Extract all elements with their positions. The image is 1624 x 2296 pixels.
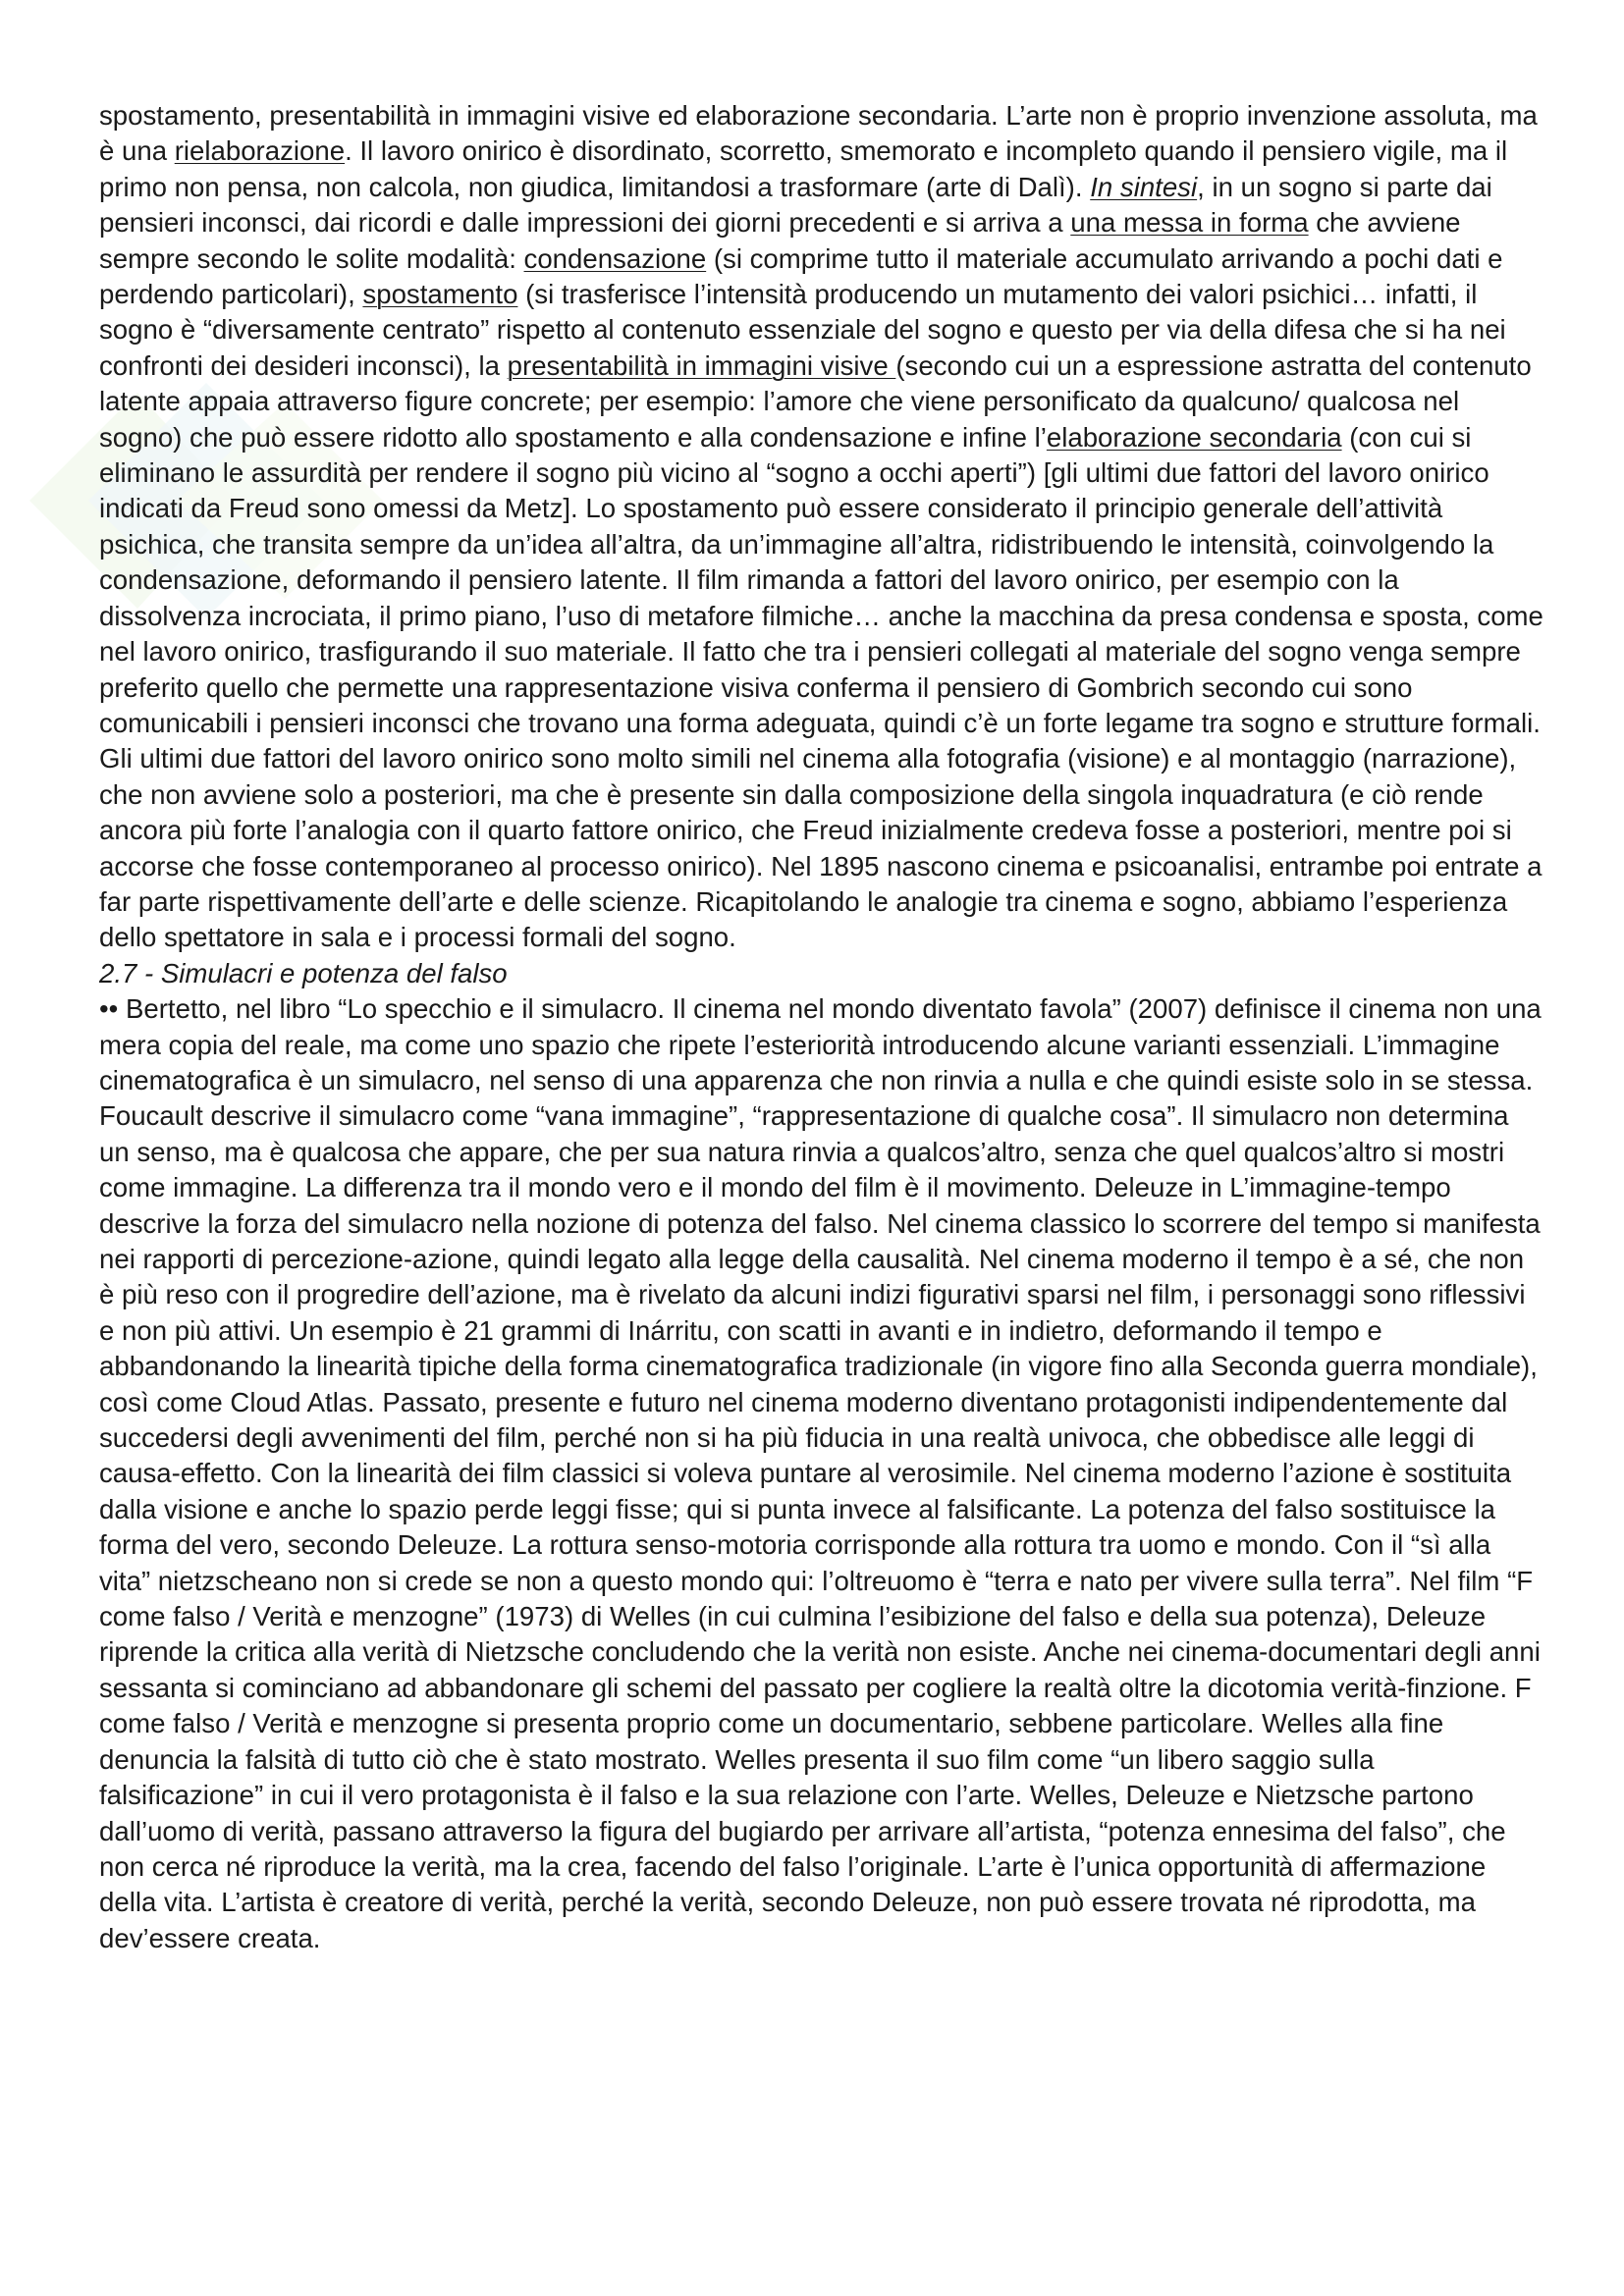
- underlined-term-spostamento: spostamento: [362, 279, 518, 310]
- document-body: [99, 98, 1544, 1956]
- text-run: (secondo cui un a espressione astratta del contenuto latente appaia attraverso figure concrete; per esempio: l’amore che viene personificato da qualcuno/ qualcosa nel sogno) che può essere ridotto allo spostamento e alla condensazione e infine l’: [99, 349, 1532, 453]
- underlined-term-presentabilita: presentabilità in immagini visive: [507, 349, 896, 381]
- emphasis-in-sintesi: In sintesi: [1090, 171, 1198, 202]
- text-run: . Il lavoro onirico è disordinato, scorretto, smemorato e incompleto quando il pensiero vigile, ma il primo non pensa, non calcola, non giudica, limitandosi a trasformare (arte di Dalì).: [99, 135, 1508, 202]
- text-run: , in un sogno si parte dai pensieri inconsci, dai ricordi e dalle impressioni dei giorni precedenti e si arriva a: [99, 171, 1492, 239]
- text-run: che avviene sempre secondo le solite modalità:: [99, 207, 1461, 274]
- underlined-term-elaborazione-secondaria: elaborazione secondaria: [1046, 421, 1342, 453]
- underlined-term-condensazione: condensazione: [523, 242, 707, 274]
- text-run: (con cui si eliminano le assurdità per rendere il sogno più vicino al “sogno a occhi aperti”) [gli ultimi due fattori del lavoro onirico indicati da Freud sono omessi da Metz]. Lo spostamento può essere considerato il principio generale dell’attività psichica, che transita sempre da un’idea all’altra, da un’immagine all’altra, ridistribuendo le intensità, coinvolgendo la condensazione, deformando il pensiero latente. Il film rimanda a fattori del lavoro onirico, per esempio con la dissolvenza incrociata, il primo piano, l’uso di metafore filmiche… anche la macchina da presa condensa e sposta, come nel lavoro onirico, trasfigurando il suo materiale. Il fatto che tra i pensieri collegati al materiale del sogno venga sempre preferito quello che permette una rappresentazione visiva conferma il pensiero di Gombrich secondo cui sono comunicabili i pensieri inconsci che trovano una forma adeguata, quindi c’è un forte legame tra sogno e strutture formali. Gli ultimi due fattori del lavoro onirico sono molto simili nel cinema alla fotografia (visione) e al montaggio (narrazione), che non avviene solo a posteriori, ma che è presente sin dalla composizione della singola inquadratura (e ciò rende ancora più forte l’analogia con il quarto fattore onirico, che Freud inizialmente credeva fosse a posteriori, mentre poi si accorse che fosse contemporaneo al processo onirico). Nel 1895 nascono cinema e psicoanalisi, entrambe poi entrate a far parte rispettivamente dell’arte e delle scienze. Ricapitolando le analogie tra cinema e sogno, abbiamo l’esperienza dello spettatore in sala e i processi formali del sogno.: [99, 421, 1543, 953]
- underlined-term-rielaborazione: rielaborazione: [174, 135, 346, 167]
- underlined-term-messa-in-forma: una messa in forma: [1070, 207, 1309, 239]
- text-run: spostamento, presentabilità in immagini visive ed elaborazione secondaria. L’arte non è proprio invenzione assoluta, ma è una: [99, 100, 1538, 167]
- paragraph-dream-work: [99, 98, 1544, 956]
- text-run: (si comprime tutto il materiale accumulato arrivando a pochi dati e perdendo particolari),: [99, 242, 1503, 310]
- text-run: (si trasferisce l’intensità producendo un mutamento dei valori psichici… infatti, il sogno è “diversamente centrato” rispetto al contenuto essenziale del sogno e questo per via della difesa che si ha nei confronti dei desideri inconsci), la: [99, 279, 1506, 381]
- paragraph-simulacri: •• Bertetto, nel libro “Lo specchio e il simulacro. Il cinema nel mondo diventato favola” (2007) definisce il cinema non una mera copia del reale, ma come uno spazio che ripete l’esteriorità introducendo alcune varianti essenziali. L’immagine cinematografica è un simulacro, nel senso di una apparenza che non rinvia a nulla e che quindi esiste solo in se stessa. Foucault descrive il simulacro come “vana immagine”, “rappresentazione di qualche cosa”. Il simulacro non determina un senso, ma è qualcosa che appare, che per sua natura rinvia a qualcos’altro, senza che quel qualcos’altro si mostri come immagine. La differenza tra il mondo vero e il mondo del film è il movimento. Deleuze in L’immagine-tempo descrive la forza del simulacro nella nozione di potenza del falso. Nel cinema classico lo scorrere del tempo si manifesta nei rapporti di percezione-azione, quindi legato alla legge della causalità. Nel cinema moderno il tempo è a sé, che non è più reso con il progredire dell’azione, ma è rivelato da alcuni indizi figurativi sparsi nel film, i personaggi sono riflessivi e non più attivi. Un esempio è 21 grammi di Inárritu, con scatti in avanti e in indietro, deformando il tempo e abbandonando la linearità tipiche della forma cinematografica tradizionale (in vigore fino alla Seconda guerra mondiale), così come Cloud Atlas. Passato, presente e futuro nel cinema moderno diventano protagonisti indipendentemente dal succedersi degli avvenimenti del film, perché non si ha più fiducia in una realtà univoca, che obbedisce alle leggi di causa-effetto. Con la linearità dei film classici si voleva puntare al verosimile. Nel cinema moderno l’azione è sostituita dalla visione e anche lo spazio perde leggi fisse; qui si punta invece al falsificante. La potenza del falso sostituisce la forma del vero, secondo Deleuze. La rottura senso-motoria corrisponde alla rottura tra uomo e mondo. Con il “sì alla vita” nietzscheano non si crede se non a questo mondo qui: l’oltreuomo è “terra e nato per vivere sulla terra”. Nel film “F come falso / Verità e menzogne” (1973) di Welles (in cui culmina l’esibizione del falso e della sua potenza), Deleuze riprende la critica alla verità di Nietzsche concludendo che la verità non esiste. Anche nei cinema-documentari degli anni sessanta si cominciano ad abbandonare gli schemi del passato per cogliere la realtà oltre la dicotomia verità-finzione. F come falso / Verità e menzogne si presenta proprio come un documentario, sebbene particolare. Welles alla fine denuncia la falsità di tutto ciò che è stato mostrato. Welles presenta il suo film come “un libero saggio sulla falsificazione” in cui il vero protagonista è il falso e la sua relazione con l’arte. Welles, Deleuze e Nietzsche partono dall’uomo di verità, passano attraverso la figura del bugiardo per arrivare all’artista, “potenza ennesima del falso”, che non cerca né riproduce la verità, ma la crea, facendo del falso l’originale. L’arte è l’unica opportunità di affermazione della vita. L’artista è creatore di verità, perché la verità, secondo Deleuze, non può essere trovata né riprodotta, ma dev’essere creata.: [99, 993, 1542, 1953]
- section-heading: 2.7 - Simulacri e potenza del falso: [99, 957, 508, 988]
